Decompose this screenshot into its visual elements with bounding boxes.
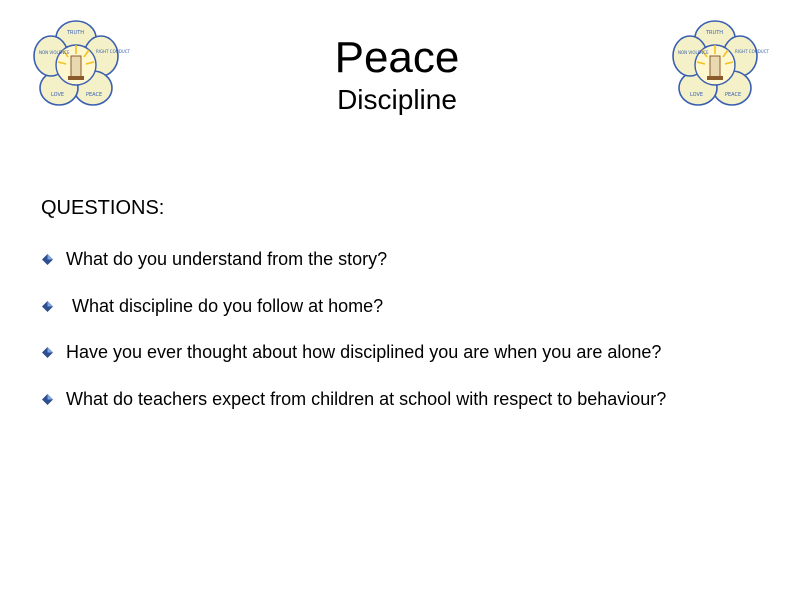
questions-heading: QUESTIONS: — [41, 197, 165, 219]
question-text: What do teachers expect from children at school with respect to behaviour? — [66, 388, 667, 409]
question-text: Have you ever thought about how disciplined you are when you are alone? — [66, 342, 662, 362]
logo-petal-word: RIGHT CONDUCT — [735, 49, 769, 54]
logo-petal-word: PEACE — [86, 92, 103, 98]
question-text: What discipline do you follow at home? — [72, 295, 384, 316]
bullet-diamond-icon — [42, 347, 53, 358]
logo-petal-word: NON VIOLENCE — [39, 50, 70, 55]
question-text: What do you understand from the story? — [66, 249, 388, 269]
slide-subtitle: Discipline — [337, 84, 457, 115]
logo-petal-word: TRUTH — [706, 30, 724, 36]
bullet-diamond-icon — [42, 254, 53, 265]
logo-petal-word: TRUTH — [67, 30, 85, 36]
bullet-diamond-icon — [42, 394, 53, 405]
bullet-diamond-icon — [42, 301, 53, 312]
slide-title: Peace — [334, 33, 460, 82]
logo-petal-word: PEACE — [725, 92, 742, 98]
logo-petal-word: RIGHT CONDUCT — [96, 49, 130, 54]
logo-petal-word: LOVE — [51, 92, 65, 98]
logo-petal-word: NON VIOLENCE — [678, 50, 709, 55]
logo-petal-word: LOVE — [690, 92, 704, 98]
